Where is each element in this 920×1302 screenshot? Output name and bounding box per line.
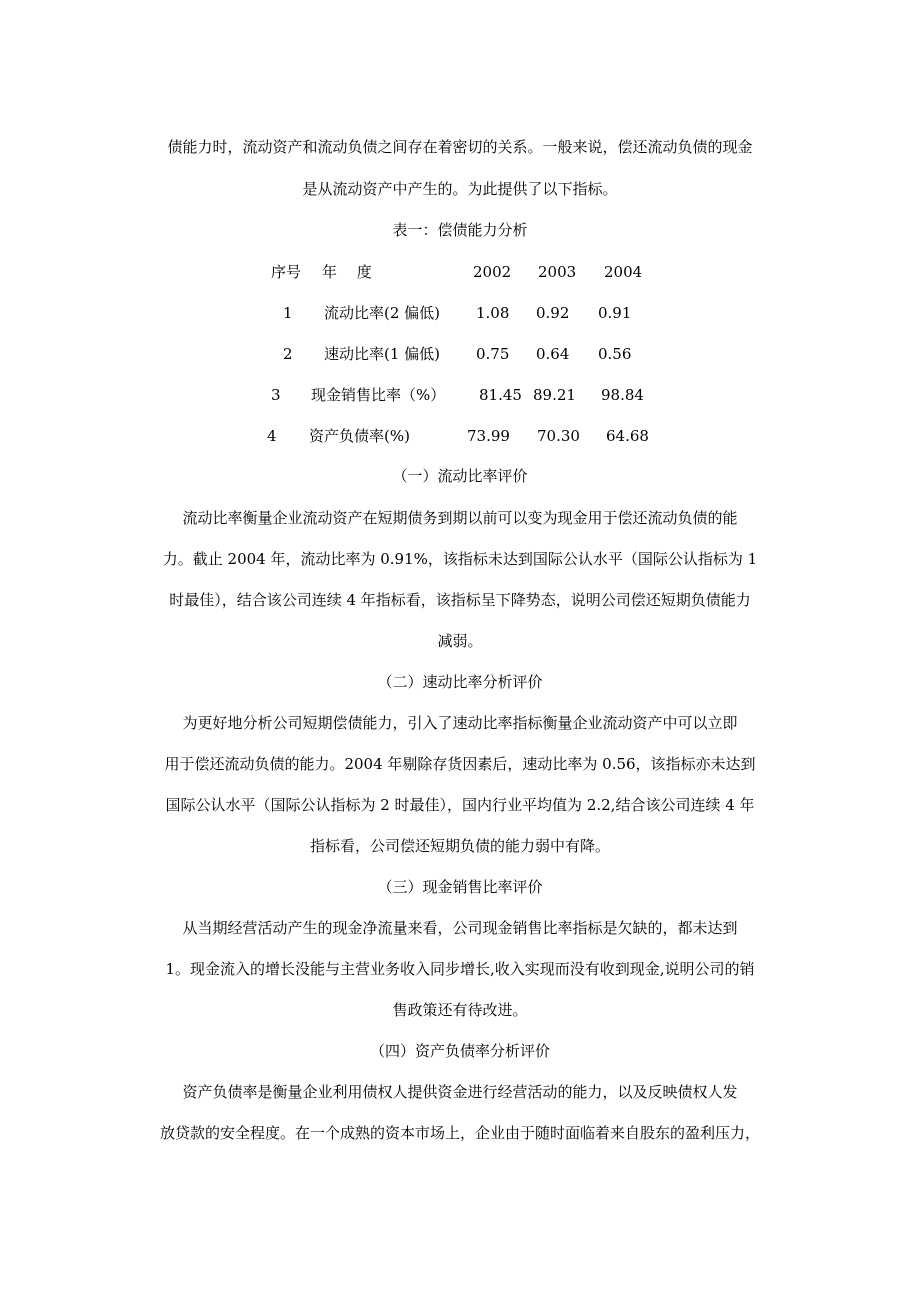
section-heading: （四）资产负债率分析评价 [369,1042,550,1060]
row-value-2004: 98.84 [601,386,644,404]
body-text-line: 指标看，公司偿还短期负债的能力弱中有降。 [309,837,610,855]
header-2004: 2004 [604,263,643,281]
body-text-line: 用于偿还流动负债的能力。2004 年剔除存货因素后，速动比率为 0.56，该指标亦未达到 [164,755,756,773]
row-value-2003: 0.92 [536,304,570,322]
header-year: 年 度 [322,263,372,281]
row-indicator: 现金销售比率（%） [311,386,446,404]
row-value-2002: 0.75 [476,345,510,363]
body-text-line: 从当期经营活动产生的现金净流量来看，公司现金销售比率指标是欠缺的，都未达到 [182,919,738,937]
body-text-line: 流动比率衡量企业流动资产在短期债务到期以前可以变为现金用于偿还流动负债的能 [182,509,738,527]
body-text-line: 减弱。 [437,632,483,650]
row-value-2004: 0.56 [598,345,632,363]
row-value-2004: 0.91 [598,304,632,322]
body-text-line: 放贷款的安全程度。在一个成熟的资本市场上，企业由于随时面临着来自股东的盈利压力， [159,1124,760,1142]
body-text-line: 是从流动资产中产生的。为此提供了以下指标。 [302,180,618,198]
row-value-2003: 89.21 [533,386,576,404]
body-text-line: 债能力时，流动资产和流动负债之间存在着密切的关系。一般来说，偿还流动负债的现金 [167,138,753,156]
body-text-line: 时最佳），结合该公司连续 4 年指标看，该指标呈下降势态，说明公司偿还短期负债能力 [169,591,751,609]
body-text-line: 资产负债率是衡量企业利用债权人提供资金进行经营活动的能力，以及反映债权人发 [182,1083,738,1101]
section-heading: （一）流动比率评价 [392,467,528,485]
body-text-line: 1。现金流入的增长没能与主营业务收入同步增长,收入实现而没有收到现金,说明公司的销 [165,960,755,978]
header-2003: 2003 [538,263,577,281]
section-heading: （二）速动比率分析评价 [377,673,543,691]
row-seq: 3 [271,386,281,404]
row-seq: 2 [283,345,293,363]
row-indicator: 流动比率(2 偏低) [324,304,441,322]
row-indicator: 速动比率(1 偏低) [324,345,441,363]
row-value-2003: 0.64 [536,345,570,363]
header-2002: 2002 [473,263,512,281]
row-value-2002: 1.08 [476,304,510,322]
body-text-line: 为更好地分析公司短期偿债能力，引入了速动比率指标衡量企业流动资产中可以立即 [182,714,738,732]
header-seq: 序号 [271,263,302,281]
row-seq: 1 [283,304,293,322]
row-value-2002: 81.45 [479,386,522,404]
row-indicator: 资产负债率(%) [309,427,410,445]
table-caption: 表一：偿债能力分析 [392,221,528,239]
body-text-line: 售政策还有待改进。 [392,1001,528,1019]
section-heading: （三）现金销售比率评价 [377,878,543,896]
body-text-line: 国际公认水平（国际公认指标为 2 时最佳），国内行业平均值为 2.2,结合该公司连续 4 年 [165,796,755,814]
row-value-2004: 64.68 [606,427,649,445]
row-value-2002: 73.99 [467,427,510,445]
row-seq: 4 [267,427,277,445]
body-text-line: 力。截止 2004 年，流动比率为 0.91%，该指标未达到国际公认水平（国际公认指标为 1 [162,550,758,568]
row-value-2003: 70.30 [537,427,580,445]
